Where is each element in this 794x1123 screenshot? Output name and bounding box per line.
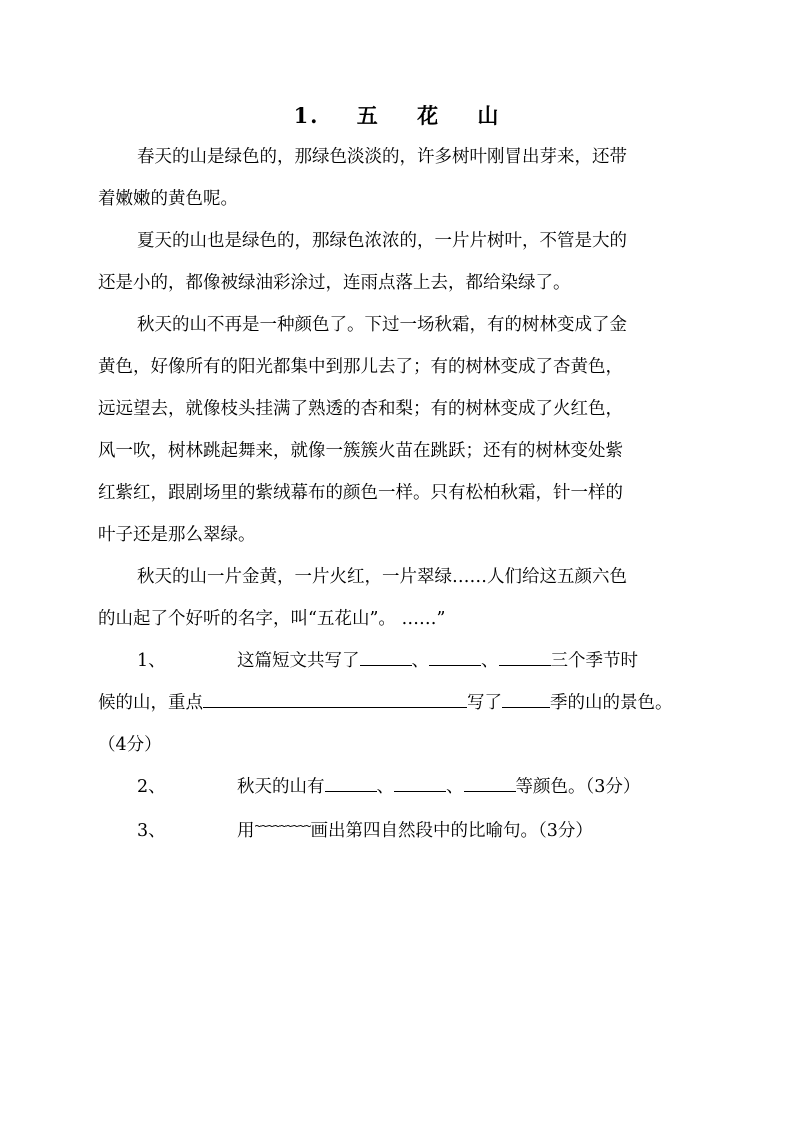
- question-1-text: 这篇短文共写了: [237, 651, 360, 671]
- question-1-blank-1[interactable]: [360, 647, 412, 666]
- question-2-line: [137, 773, 707, 801]
- paragraph-1-line-2: 着嫩嫩的黄色呢。: [98, 189, 238, 209]
- question-2-blank-2[interactable]: [394, 773, 446, 792]
- question-2-separator-2: 、: [446, 777, 464, 797]
- paragraph-2-line-1: 夏天的山也是绿色的，那绿色浓浓的，一片片树叶，不管是大的: [137, 231, 627, 251]
- question-1-blank-5[interactable]: [502, 689, 550, 708]
- question-1-blank-4[interactable]: [203, 689, 467, 708]
- question-1-line-1: [137, 647, 707, 675]
- question-3-line: [137, 812, 707, 845]
- paragraph-4-line-1: 秋天的山一片金黄，一片火红，一片翠绿……人们给这五颜六色: [137, 567, 627, 587]
- question-1-line-2: [98, 689, 708, 717]
- question-2-number: 2、: [137, 777, 166, 797]
- question-1-score: （4分）: [98, 735, 162, 755]
- question-1-line-2-middle: 写了: [467, 693, 502, 713]
- page-title: 1. 五 花 山: [293, 103, 501, 128]
- question-1-separator-1: 、: [411, 651, 429, 671]
- question-2-blank-1[interactable]: [325, 773, 377, 792]
- question-2-blank-3[interactable]: [464, 773, 516, 792]
- paragraph-3-line-3: 远远望去，就像枝头挂满了熟透的杏和梨；有的树林变成了火红色，: [98, 399, 623, 419]
- question-2-text-end: 等颜色。（3分）: [515, 777, 641, 797]
- wavy-line-symbol: ~~~~~~~~~: [254, 819, 311, 833]
- question-1-blank-3[interactable]: [499, 647, 551, 666]
- paragraph-2-line-2: 还是小的，都像被绿油彩涂过，连雨点落上去，都给染绿了。: [98, 273, 571, 293]
- paragraph-3-line-5: 红紫红，跟剧场里的紫绒幕布的颜色一样。只有松柏秋霜，针一样的: [98, 483, 623, 503]
- question-1-number: 1、: [137, 651, 166, 671]
- question-2-text: 秋天的山有: [237, 777, 325, 797]
- question-3-number: 3、: [137, 821, 166, 841]
- paragraph-3-line-6: 叶子还是那么翠绿。: [98, 525, 256, 545]
- question-1-separator-2: 、: [481, 651, 499, 671]
- paragraph-3-line-2: 黄色，好像所有的阳光都集中到那儿去了；有的树林变成了杏黄色，: [98, 357, 623, 377]
- question-2-separator-1: 、: [376, 777, 394, 797]
- question-3-text: 用: [237, 821, 255, 841]
- paragraph-3-line-1: 秋天的山不再是一种颜色了。下过一场秋霜，有的树林变成了金: [137, 315, 627, 335]
- paragraph-1-line-1: 春天的山是绿色的，那绿色淡淡的，许多树叶刚冒出芽来，还带: [137, 147, 627, 167]
- paragraph-4-line-2: 的山起了个好听的名字，叫“五花山”。 ……”: [98, 609, 446, 629]
- question-3-text-end: 画出第四自然段中的比喻句。（3分）: [310, 821, 593, 841]
- paragraph-3-line-4: 风一吹，树林跳起舞来，就像一簇簇火苗在跳跃；还有的树林变处紫: [98, 441, 623, 461]
- question-1-line-2-end: 季的山的景色。: [550, 693, 673, 713]
- question-1-blank-2[interactable]: [429, 647, 481, 666]
- question-1-line-2-start: 候的山，重点: [98, 693, 203, 713]
- question-1-text-end: 三个季节时: [550, 651, 638, 671]
